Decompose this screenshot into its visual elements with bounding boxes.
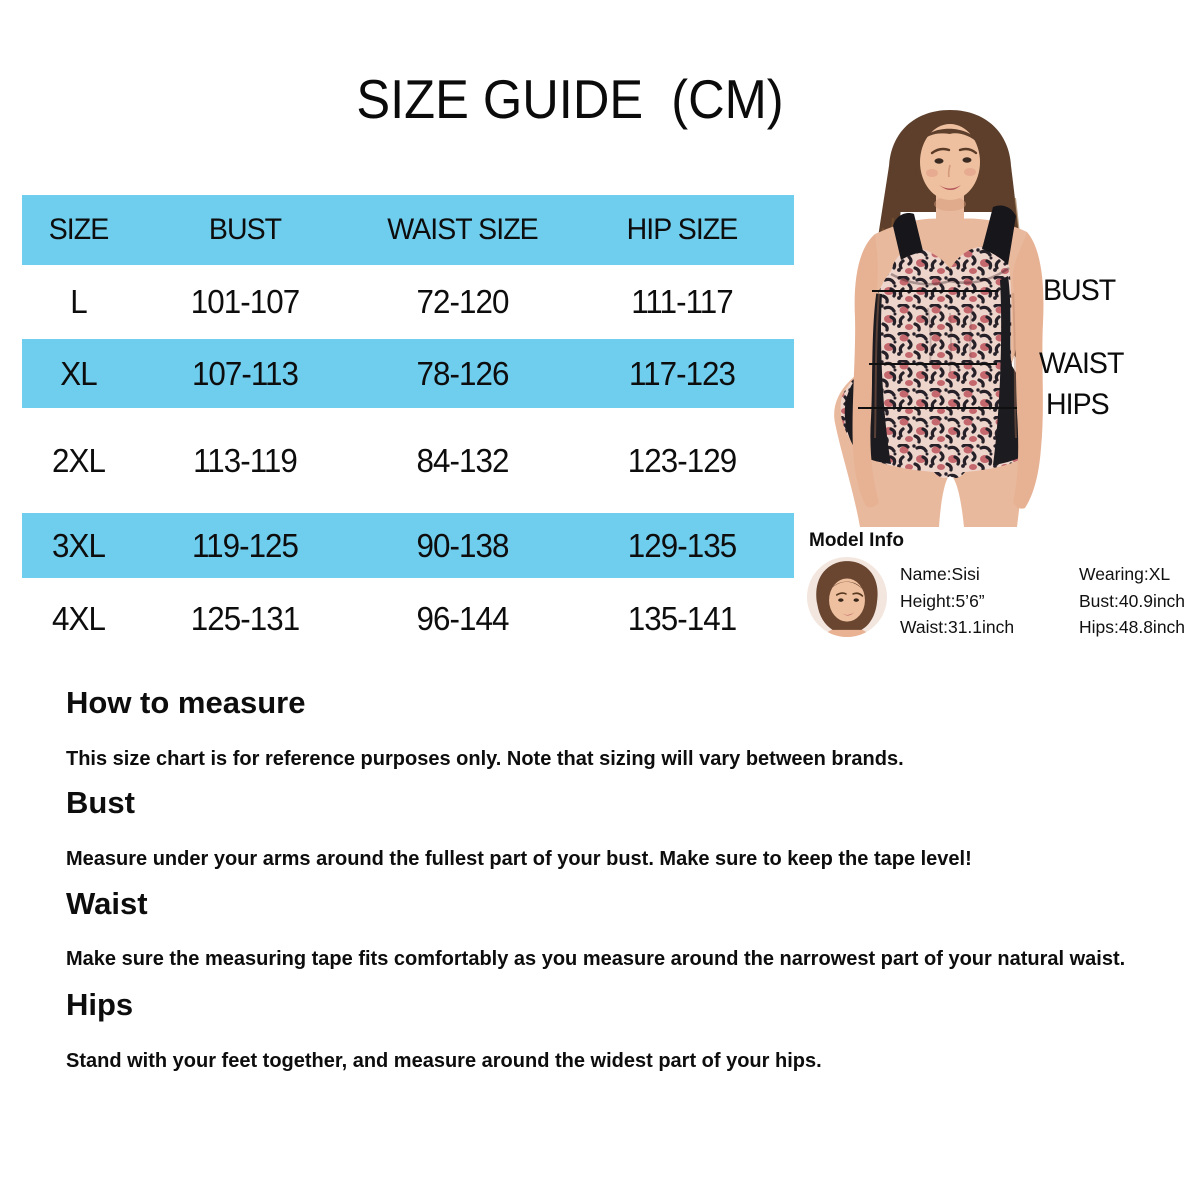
measure-section-heading-waist: Waist (66, 886, 148, 921)
table-row (22, 265, 794, 339)
cell-waist: 96-144 (416, 600, 509, 637)
size-table (22, 195, 794, 660)
cell-waist: 90-138 (416, 526, 509, 564)
table-row (22, 578, 794, 660)
measure-section-text-bust: Measure under your arms around the fullest part of your bust. Make sure to keep the tape level! (66, 848, 972, 870)
model-info-right-column (1079, 561, 1185, 641)
measure-section-text-waist: Make sure the measuring tape fits comfortably as you measure around the narrowest part of your natural waist. (66, 948, 1126, 970)
table-row (22, 408, 794, 513)
cell-size: 4XL (52, 600, 105, 637)
measure-section-text-hips: Stand with your feet together, and measure around the widest part of your hips. (66, 1050, 822, 1072)
cell-size: XL (60, 354, 97, 392)
model-waist: Waist:31.1inch (900, 617, 1015, 637)
model-name: Name:Sisi (900, 564, 980, 584)
hips-line (858, 407, 1017, 409)
hips-label: HIPS (1046, 388, 1109, 421)
model-bust: Bust:40.9inch (1079, 590, 1186, 611)
page-title: SIZE GUIDE (CM) (356, 68, 784, 130)
how-to-measure-heading: How to measure (66, 685, 306, 720)
header-bust: BUST (208, 213, 282, 246)
cell-bust: 125-131 (190, 600, 300, 637)
reference-note: This size chart is for reference purposes only. Note that sizing will vary between brands. (66, 748, 904, 770)
model-hips: Hips:48.8inch (1079, 617, 1186, 637)
cell-size: 2XL (52, 441, 105, 479)
cell-hip: 135-141 (627, 600, 737, 637)
cell-size: 3XL (52, 526, 105, 564)
measure-section-heading-hips: Hips (66, 987, 134, 1022)
cell-hip: 129-135 (627, 526, 737, 564)
model-height: Height:5’6” (900, 590, 985, 611)
cell-size: L (70, 283, 87, 320)
cell-waist: 78-126 (416, 354, 509, 392)
header-hip: HIP SIZE (626, 213, 738, 246)
header-waist: WAIST SIZE (387, 213, 538, 246)
cell-bust: 101-107 (190, 283, 300, 320)
table-header-row (22, 195, 794, 265)
cell-bust: 113-119 (193, 441, 297, 479)
cell-hip: 117-123 (628, 354, 736, 392)
cell-waist: 72-120 (416, 283, 509, 320)
model-photo (833, 108, 1143, 528)
cell-bust: 107-113 (191, 354, 299, 392)
cell-hip: 111-117 (631, 283, 733, 320)
bust-line (872, 290, 998, 292)
cell-hip: 123-129 (627, 441, 737, 479)
model-info-heading: Model Info (809, 530, 904, 551)
cell-bust: 119-125 (191, 526, 299, 564)
table-row (22, 513, 794, 578)
model-info-left-column (900, 561, 1014, 641)
cell-waist: 84-132 (416, 441, 509, 479)
measure-section-heading-bust: Bust (66, 785, 135, 820)
waist-label: WAIST (1039, 347, 1124, 380)
table-row (22, 339, 794, 408)
bust-label: BUST (1043, 274, 1116, 307)
model-wearing: Wearing:XL (1079, 564, 1171, 584)
header-size: SIZE (48, 213, 109, 246)
waist-line (869, 363, 997, 365)
model-avatar (807, 557, 887, 637)
